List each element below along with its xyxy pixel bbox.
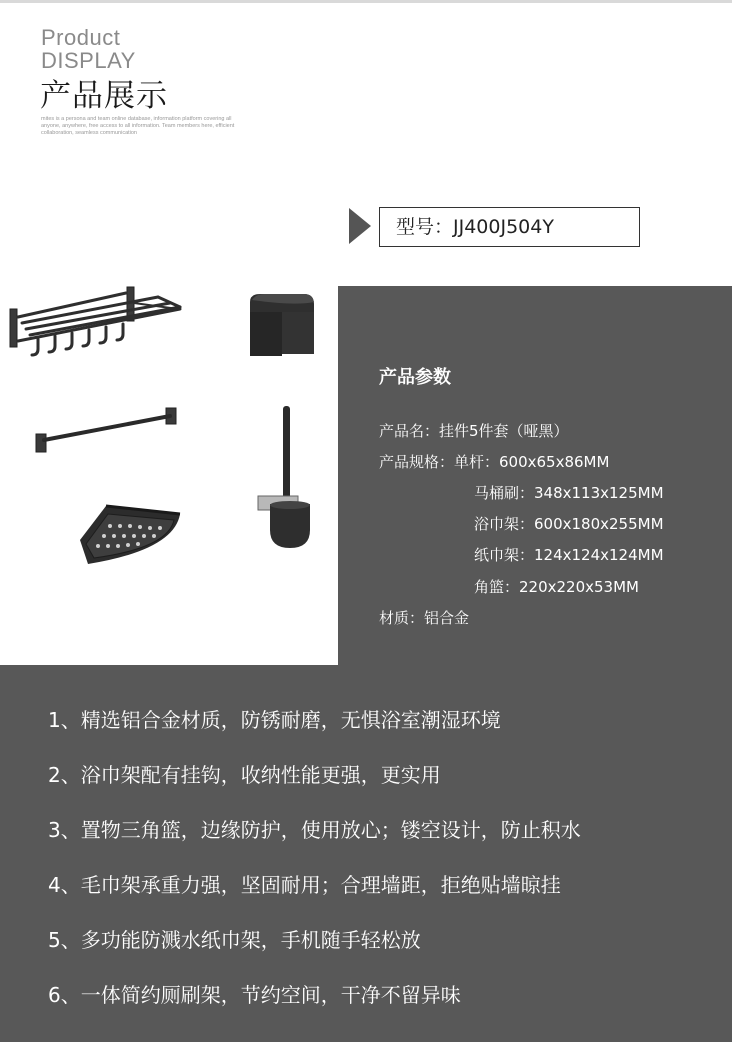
param-material: 材质：铝合金 xyxy=(379,609,470,627)
feature-item: 5、多功能防溅水纸巾架，手机随手轻松放 xyxy=(48,928,421,952)
header-small-line: anyone, anywhere, free access to all information. Team members here, efficient xyxy=(41,123,235,129)
param-spec-paper: 纸巾架：124x124x124MM xyxy=(474,546,664,564)
top-divider xyxy=(0,0,732,3)
param-spec-basket: 角篮：220x220x53MM xyxy=(474,578,639,596)
triangle-arrow-icon xyxy=(349,208,371,244)
feature-item: 6、一体简约厕刷架，节约空间，干净不留异味 xyxy=(48,983,461,1007)
toilet-brush-icon xyxy=(252,404,318,552)
feature-item: 3、置物三角篮，边缘防护，使用放心；镂空设计，防止积水 xyxy=(48,818,581,842)
towel-bar-icon xyxy=(34,404,182,456)
towel-shelf-icon xyxy=(8,283,184,373)
param-spec-brush: 马桶刷：348x113x125MM xyxy=(474,484,664,502)
corner-basket-icon xyxy=(76,500,186,570)
header-small-line: collaboration, seamless communication xyxy=(41,130,137,136)
param-name: 产品名：挂件5件套（哑黑） xyxy=(379,422,569,440)
header-small-line: mites is a persona and team online database, information platform covering all xyxy=(41,116,232,122)
header-english-line1: Product xyxy=(41,25,121,50)
model-number-box: 型号：JJ400J504Y xyxy=(379,207,640,247)
feature-item: 4、毛巾架承重力强，坚固耐用；合理墙距，拒绝贴墙晾挂 xyxy=(48,873,561,897)
header-small-text xyxy=(41,116,276,137)
param-spec-bar: 产品规格：单杆：600x65x86MM xyxy=(379,453,610,471)
params-title: 产品参数 xyxy=(379,367,451,388)
header-english-line2: DISPLAY xyxy=(41,48,136,73)
paper-holder-icon xyxy=(246,290,316,362)
header-title: 产品展示 xyxy=(40,78,168,114)
feature-item: 1、精选铝合金材质，防锈耐磨，无惧浴室潮湿环境 xyxy=(48,708,501,732)
feature-item: 2、浴巾架配有挂钩，收纳性能更强，更实用 xyxy=(48,763,441,787)
param-spec-towel: 浴巾架：600x180x255MM xyxy=(474,515,664,533)
